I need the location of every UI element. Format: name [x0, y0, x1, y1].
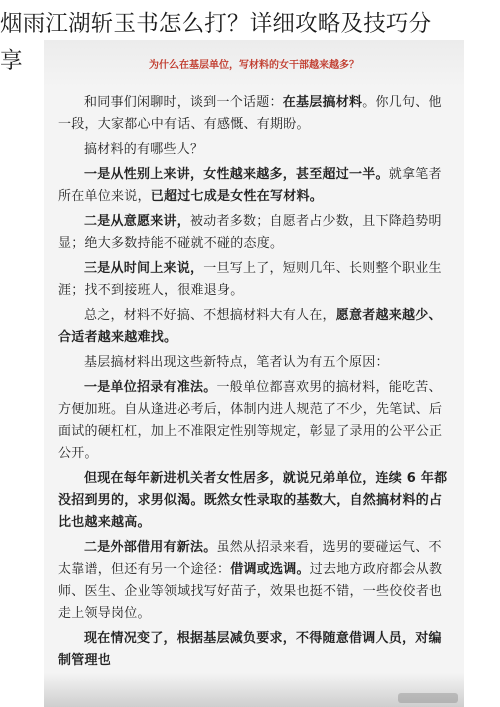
bold-text: 愿意者越来越少、合适者越来越难找。 [58, 308, 442, 345]
bold-text: 已超过七成是女性在写材料。 [150, 189, 324, 204]
article-paragraph [58, 305, 454, 349]
bold-text: 三是从时间上来说， [84, 261, 204, 276]
article-paragraph [58, 628, 454, 672]
body-text: 搞材料的有哪些人？ [84, 142, 204, 157]
article-subtitle: 为什么在基层单位，写材料的女干部越来越多？ [149, 60, 359, 71]
bold-text: 一是从性别上来讲，女性越来越多，甚至超过一半。 [84, 167, 389, 182]
body-text: 。你几句、他一段，大家都心中有话、有感慨、有期盼。 [58, 95, 442, 132]
bold-text: 二是外部借用有新法。 [84, 540, 217, 555]
body-text: 和同事们闲聊时，谈到一个话题： [84, 95, 283, 110]
bold-text: 一是单位招录有准法。 [84, 380, 217, 395]
article-paragraph [58, 468, 454, 534]
article-paragraph [58, 164, 454, 208]
article-paragraph [58, 211, 454, 255]
bold-text: 二是从意愿来讲， [84, 214, 191, 229]
bold-text: 现在情况变了，根据基层减负要求，不得随意借调人员，对编制管理也 [58, 631, 442, 668]
body-text: 就拿笔者所在单位来说， [58, 167, 442, 204]
watermark-mark [398, 693, 458, 703]
body-text: 虽然从招录来看，选男的要碰运气、不太靠谱，但还有另一个途径： [58, 540, 442, 577]
body-text: 基层搞材料出现这些新特点，笔者认为有五个原因： [84, 355, 389, 370]
body-text: 总之，材料不好搞、不想搞材料大有人在， [84, 308, 336, 323]
article-paragraph [58, 92, 454, 136]
article-paragraph [58, 258, 454, 302]
page-title-line1: 烟雨江湖斩玉书怎么打？详细攻略及技巧分 [0, 11, 432, 37]
page-title-line2: 享 [0, 48, 23, 74]
bold-text: 在基层搞材料 [282, 95, 363, 110]
bold-text: 借调或选调。 [230, 562, 310, 577]
article-image [44, 40, 464, 707]
article-paragraph [58, 352, 454, 374]
body-text: 过去地方政府都会从教师、医生、企业等领域找写好苗子，效果也挺不错，一些佼佼者也走上领导岗位。 [58, 562, 443, 621]
body-text: 一般单位都喜欢男的搞材料，能吃苦、方便加班。自从逢进必考后，体制内进人规范了不少，先笔试、后面试的硬杠杠，加上不准限定性别等规定，彰显了录用的公平公正公开。 [58, 380, 443, 461]
bold-text: 但现在每年新进机关者女性居多，就说兄弟单位，连续 6 年都没招到男的，求男似渴。既然女性录取的基数大，自然搞材料的占比也越来越高。 [58, 471, 448, 530]
body-text: 一旦写上了，短则几年、长则整个职业生涯；找不到接班人，很难退身。 [58, 261, 442, 298]
article-body [58, 92, 454, 675]
article-paragraph [58, 377, 454, 465]
article-paragraph [58, 537, 454, 625]
article-paragraph [58, 139, 454, 161]
body-text: 被动者多数；自愿者占少数，且下降趋势明显；绝大多数持能不碰就不碰的态度。 [58, 214, 442, 251]
